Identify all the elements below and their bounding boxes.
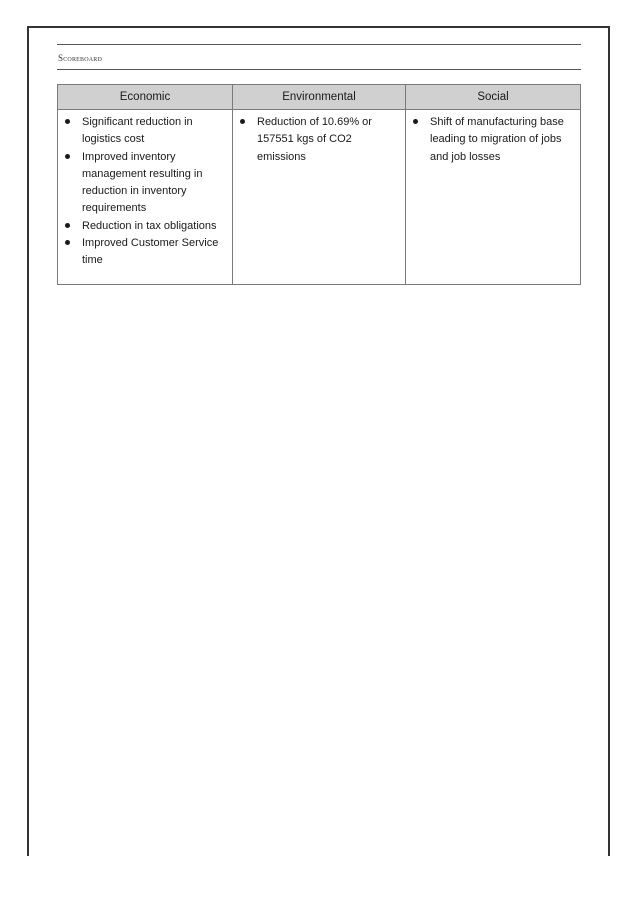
list-item [62,235,228,270]
economic-cell [58,110,233,285]
environmental-list [237,114,401,166]
column-header-economic: Economic [58,85,233,110]
economic-list [62,114,228,270]
scoreboard-table [57,84,581,285]
bullet-icon [65,119,70,124]
list-item [62,149,228,218]
bullet-icon [65,240,70,245]
list-item-text: Reduction in tax obligations [82,219,217,232]
list-item-text: Significant reduction in logistics cost [82,116,193,146]
social-cell [406,110,581,285]
list-item-text: Improved Customer Service time [82,237,219,267]
list-item [410,114,576,166]
column-header-social: Social [406,85,581,110]
list-item-text: Reduction of 10.69% or 157551 kgs of CO2 emissions [257,116,372,163]
list-item [62,218,228,235]
list-item-text: Shift of manufacturing base leading to migration of jobs and job losses [430,116,564,163]
table-header-row [58,85,581,110]
list-item-text: Improved inventory management resulting in reduction in inventory requirements [82,150,203,215]
column-header-environmental: Environmental [233,85,406,110]
bullet-icon [65,154,70,159]
header-rule-bottom [57,69,581,70]
bullet-icon [65,223,70,228]
table-row [58,110,581,285]
header-rule-top [57,44,581,45]
bullet-icon [240,119,245,124]
bullet-icon [413,119,418,124]
section-title: Scoreboard [58,53,103,63]
list-item [237,114,401,166]
list-item [62,114,228,149]
social-list [410,114,576,166]
environmental-cell [233,110,406,285]
